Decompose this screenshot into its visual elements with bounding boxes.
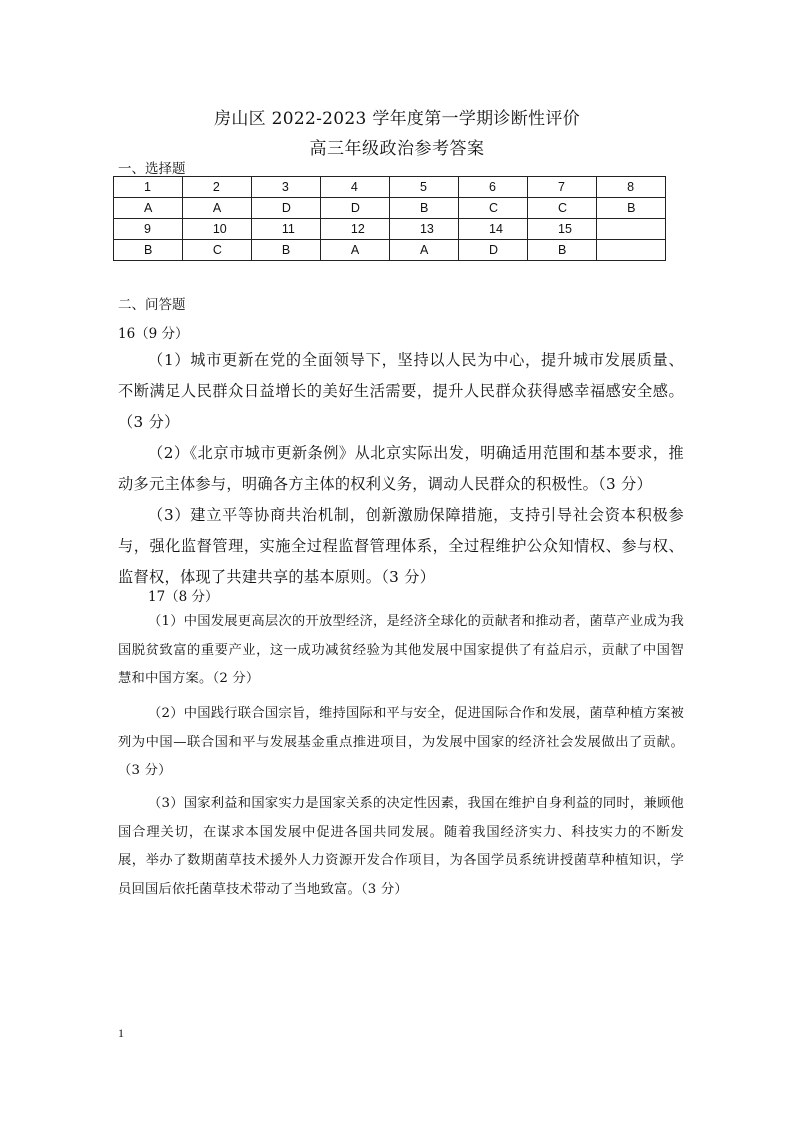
table-cell — [597, 219, 666, 240]
table-cell — [597, 240, 666, 261]
table-cell: B — [528, 240, 597, 261]
table-cell: 5 — [389, 177, 458, 198]
page-number: 1 — [118, 1026, 124, 1040]
q17-answer-2: （2）中国践行联合国宗旨，维持国际和平与安全，促进国际合作和发展，菌草种植方案被列为中国—联合国和平与发展基金重点推进项目，为发展中国家的经济社会发展做出了贡献。（3 分） — [118, 706, 684, 778]
table-cell: A — [114, 198, 183, 219]
table-cell: B — [114, 240, 183, 261]
table-cell: C — [459, 198, 528, 219]
document-title-line2: 高三年级政治参考答案 — [309, 139, 485, 159]
table-cell: A — [320, 240, 389, 261]
table-cell: B — [389, 198, 458, 219]
table-cell: A — [182, 198, 251, 219]
table-cell: 1 — [114, 177, 183, 198]
section1-heading: 一、选择题 — [118, 161, 186, 177]
table-cell: 13 — [389, 219, 458, 240]
table-cell: B — [597, 198, 666, 219]
q17-answer-1: （1）中国发展更高层次的开放型经济，是经济全球化的贡献者和推动者，菌草产业成为我国脱贫致富的重要产业，这一成功减贫经验为其他发展中国家提供了有益启示，贡献了中国智慧和中国方案。（2 分） — [118, 614, 684, 686]
section2-heading: 二、问答题 — [118, 297, 186, 313]
table-cell: 15 — [528, 219, 597, 240]
table-cell: 10 — [182, 219, 251, 240]
table-row — [114, 177, 666, 198]
table-cell: 3 — [251, 177, 320, 198]
table-cell: 4 — [320, 177, 389, 198]
q16-answer-1: （1）城市更新在党的全面领导下，坚持以人民为中心，提升城市发展质量、不断满足人民群众日益增长的美好生活需要，提升人民群众获得感幸福感安全感。（3 分） — [118, 351, 684, 431]
question17-label: 17（8 分） — [148, 589, 219, 605]
q17-answer-3: （3）国家利益和国家实力是国家关系的决定性因素，我国在维护自身利益的同时，兼顾他国合理关切，在谋求本国发展中促进各国共同发展。随着我国经济实力、科技实力的不断发展，举办了数期菌草技术援外人力资源开发合作项目，为各国学员系统讲授菌草种植知识，学员回国后依托菌草技术带动了当地致富。（3 分） — [118, 796, 684, 897]
table-row — [114, 240, 666, 261]
table-cell: D — [320, 198, 389, 219]
table-cell: 11 — [251, 219, 320, 240]
table-cell: 7 — [528, 177, 597, 198]
q16-answer-2: （2）《北京市城市更新条例》从北京实际出发，明确适用范围和基本要求，推动多元主体参与，明确各方主体的权利义务，调动人民群众的积极性。（3 分） — [118, 444, 684, 493]
answer-table — [113, 176, 666, 261]
table-cell: C — [182, 240, 251, 261]
q16-answer-3: （3）建立平等协商共治机制，创新激励保障措施，支持引导社会资本积极参与，强化监督管理，实施全过程监督管理体系，全过程维护公众知情权、参与权、监督权，体现了共建共享的基本原则。（3 分） — [118, 506, 684, 586]
table-cell: 2 — [182, 177, 251, 198]
table-cell: D — [251, 198, 320, 219]
table-cell: A — [389, 240, 458, 261]
table-cell: 9 — [114, 219, 183, 240]
table-cell: 14 — [459, 219, 528, 240]
table-cell: 8 — [597, 177, 666, 198]
table-cell: D — [459, 240, 528, 261]
table-cell: 6 — [459, 177, 528, 198]
table-row — [114, 198, 666, 219]
document-title-line1: 房山区 2022-2023 学年度第一学期诊断性评价 — [214, 109, 580, 129]
table-cell: B — [251, 240, 320, 261]
table-row — [114, 219, 666, 240]
table-cell: C — [528, 198, 597, 219]
question16-label: 16（9 分） — [118, 326, 189, 342]
table-cell: 12 — [320, 219, 389, 240]
